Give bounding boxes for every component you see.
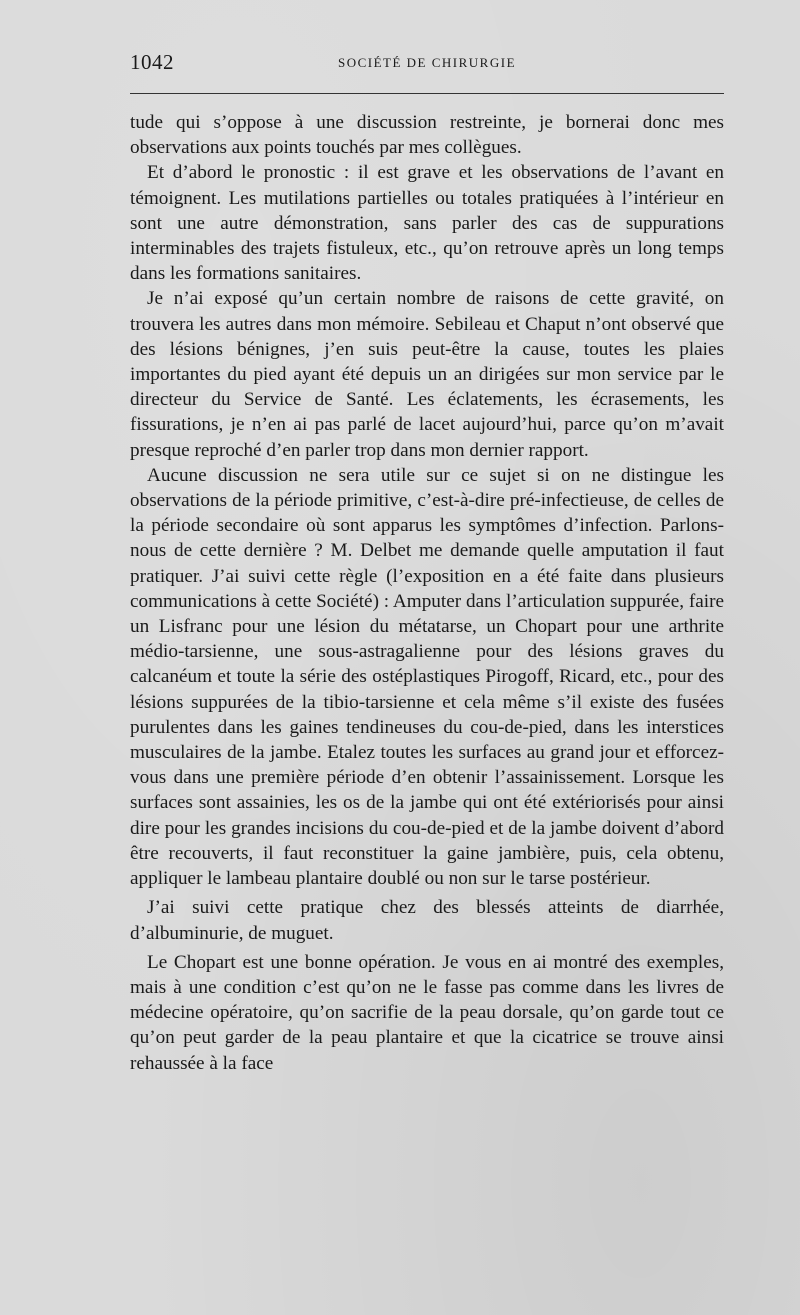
paragraph-gravity: Je n’ai exposé qu’un certain nombre de raisons de cette gravité, on trouvera les autres dans mon mémoire. Sebileau et Chaput n’ont observé que des lésions bénignes, j’en suis peut-être la cause, toutes les plaies importantes du pied ayant été depuis un an dirigées sur mon service par le directeur du Service de Santé. Les éclatements, les écrasements, les fissurations, je n’en ai pas parlé de lacet aujourd’hui, parce qu’on m’avait presque reproché d’en parler trop dans mon dernier rapport.	[130, 288, 724, 461]
body-text	[130, 110, 724, 1076]
page-header	[130, 50, 724, 80]
paragraph-chopart: Le Chopart est une bonne opération. Je vous en ai montré des exemples, mais à une condition c’est qu’on ne le fasse pas comme dans les livres de médecine opératoire, qu’on sacrifie de la peau dorsale, qu’on garde tout ce qu’on peut garder de la peau plantaire et que la cicatrice se trouve ainsi rehaussée à la face	[130, 951, 724, 1074]
running-title: SOCIÉTÉ DE CHIRURGIE	[337, 55, 517, 70]
paragraph-discussion: Aucune discussion ne sera utile sur ce sujet si on ne distingue les observations de la période primitive, c’est-à-dire pré-infectieuse, de celles de la période secondaire où sont apparus les symptômes d’infection. Parlons-nous de cette dernière ? M. Delbet me demande quelle amputation il faut pratiquer. J’ai suivi cette règle (l’exposition en a été faite dans plusieurs communications à cette Société) : Amputer dans l’articulation suppurée, faire un Lisfranc pour une lésion du métatarse, un Chopart pour une arthrite médio-tarsienne, une sous-astragalienne pour des lésions graves du calcanéum et toute la série des ostéplastiques Pirogoff, Ricard, etc., pour des lésions suppurées de la tibio-tarsienne et cela même s’il existe des fusées purulentes dans les gaines tendineuses du cou-de-pied, dans les interstices musculaires de la jambe. Etalez toutes les surfaces au grand jour et efforcez-vous dans une première période d’en obtenir l’assainissement. Lorsque les surfaces sont assainies, les os de la jambe qui ont été extériorisés pour ainsi dire pour les grandes incisions du cou-de-pied et de la jambe doivent d’abord être recouverts, il faut reconstituer la gaine jambière, puis, cela obtenu, appliquer le lambeau plantaire doublé ou non sur le tarse postérieur.	[130, 464, 724, 890]
paragraph-continued: tude qui s’oppose à une discussion restreinte, je bornerai donc mes observations aux points touchés par mes collègues.	[130, 112, 724, 159]
paragraph-prognosis: Et d’abord le pronostic : il est grave et les observations de l’avant en témoignent. Les mutilations partielles ou totales pratiquées à l’intérieur en sont une autre démonstration, sans parler des cas de suppurations interminables des trajets fistuleux, etc., qu’on retrouve après un long temps dans les formations sanitaires.	[130, 162, 724, 285]
paragraph-practice: J’ai suivi cette pratique chez des blessés atteints de diarrhée, d’albuminurie, de muguet.	[130, 897, 724, 944]
page-number: 1042	[130, 50, 174, 74]
header-rule	[130, 93, 724, 94]
